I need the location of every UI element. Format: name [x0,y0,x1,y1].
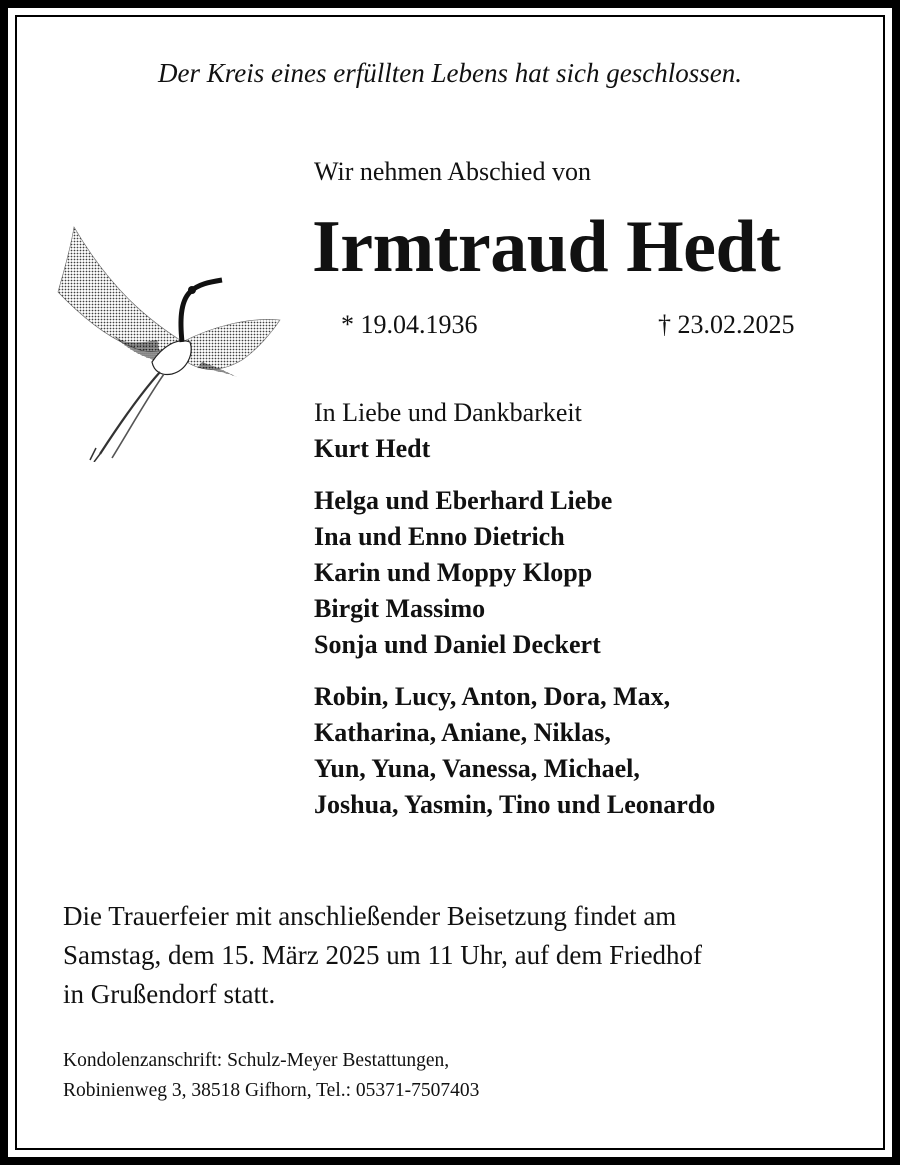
intro-line: Wir nehmen Abschied von [314,157,591,186]
address-line: Kondolenzanschrift: Schulz-Meyer Bestattungen, [63,1050,450,1071]
dedication-line: In Liebe und Dankbarkeit [314,398,582,427]
family-list [314,483,715,663]
ceremony-line: in Grußendorf statt. [63,979,276,1009]
family-line: Birgit Massimo [314,594,486,623]
ceremony-line: Die Trauerfeier mit anschließender Beisetzung findet am [63,901,677,931]
condolence-address [63,1046,479,1106]
grandchildren-list [314,679,715,823]
grandchildren-line: Robin, Lucy, Anton, Dora, Max, [314,682,671,711]
crane-icon [52,222,284,462]
grandchildren-line: Joshua, Yasmin, Tino und Leonardo [314,790,716,819]
deceased-name: Irmtraud Hedt [312,206,781,288]
mourners-block [314,395,715,823]
family-line: Ina und Enno Dietrich [314,522,565,551]
ceremony-line: Samstag, dem 15. März 2025 um 11 Uhr, auf dem Friedhof [63,940,703,970]
family-line: Sonja und Daniel Deckert [314,630,601,659]
spouse-name: Kurt Hedt [314,434,431,463]
death-date: † 23.02.2025 [658,310,795,339]
ceremony-notice [63,897,702,1014]
grandchildren-line: Yun, Yuna, Vanessa, Michael, [314,754,640,783]
birth-date: * 19.04.1936 [341,310,478,339]
address-line: Robinienweg 3, 38518 Gifhorn, Tel.: 05371-7507403 [63,1080,480,1101]
family-line: Karin und Moppy Klopp [314,558,593,587]
motto-line: Der Kreis eines erfüllten Lebens hat sich geschlossen. [158,58,742,88]
grandchildren-line: Katharina, Aniane, Niklas, [314,718,611,747]
family-line: Helga und Eberhard Liebe [314,486,613,515]
